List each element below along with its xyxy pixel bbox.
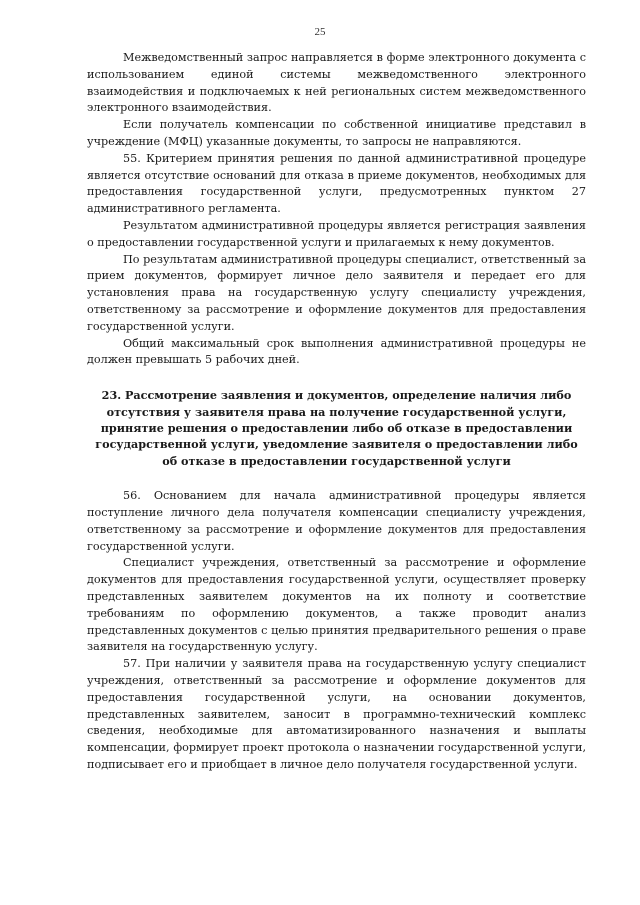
paragraph-item-55: 55. Критерием принятия решения по данной административной процедуре является отсутствие оснований для отказа в приеме документов, необходимых для предоставления государственной услуги, предусмотренных пунктом 27 административного регламента. [87, 151, 586, 216]
document-body [87, 50, 586, 774]
page-number: 25 [314, 26, 326, 38]
paragraph-item-56: 56. Основанием для начала административной процедуры является поступление личного дела получателя компенсации специалисту учреждения, ответственному за рассмотрение и оформление документов для предоставления государственной услуги. [87, 489, 586, 553]
paragraph-specialist-check: Специалист учреждения, ответственный за рассмотрение и оформление документов для предоставления государственной услуги, осуществляет проверку представленных заявителем документов на их полноту и соответствие требованиям по оформлению документов, а также проводит анализ представленных документов с целью принятия предварительного решения о праве заявителя на государственную услугу. [87, 556, 586, 654]
section-heading: 23. Рассмотрение заявления и документов, определение наличия либо отсутствия у заявителя права на получение государственной услуги, принятие решения о предоставлении либо об отказе в предоставлении государственной услуги, уведомление заявителя о предоставлении либо об отказе в предоставлении государственной услуги [95, 388, 578, 468]
paragraph-interagency-request: Межведомственный запрос направляется в форме электронного документа с использованием единой системы межведомственного электронного взаимодействия и подключаемых к ней региональных систем межведомственного электронного взаимодействия. [87, 51, 586, 115]
paragraph-max-term: Общий максимальный срок выполнения административной процедуры не должен превышать 5 рабочих дней. [87, 336, 586, 367]
paragraph-item-57: 57. При наличии у заявителя права на государственную услугу специалист учреждения, ответственный за рассмотрение и оформление документов для предоставления государственной услуги, на основании документов, представленных заявителем, заносит в программно-технический комплекс сведения, необходимые для автоматизированного назначения и выплаты компенсации, формирует проект протокола о назначении государственной услуги, подписывает его и приобщает в личное дело получателя государственной услуги. [87, 657, 586, 771]
spacer [87, 369, 586, 387]
paragraph-result: Результатом административной процедуры является регистрация заявления о предоставлении государственной услуги и прилагаемых к нему документов. [87, 218, 586, 249]
paragraph-by-results: По результатам административной процедуры специалист, ответственный за прием документов, формирует личное дело заявителя и передает его для установления права на государственную услугу специалисту учреждения, ответственному за рассмотрение и оформление документов для предоставления государственной услуги. [87, 252, 586, 333]
spacer [87, 469, 586, 488]
paragraph-own-initiative: Если получатель компенсации по собственной инициативе представил в учреждение (МФЦ) указанные документы, то запросы не направляются. [87, 118, 586, 148]
